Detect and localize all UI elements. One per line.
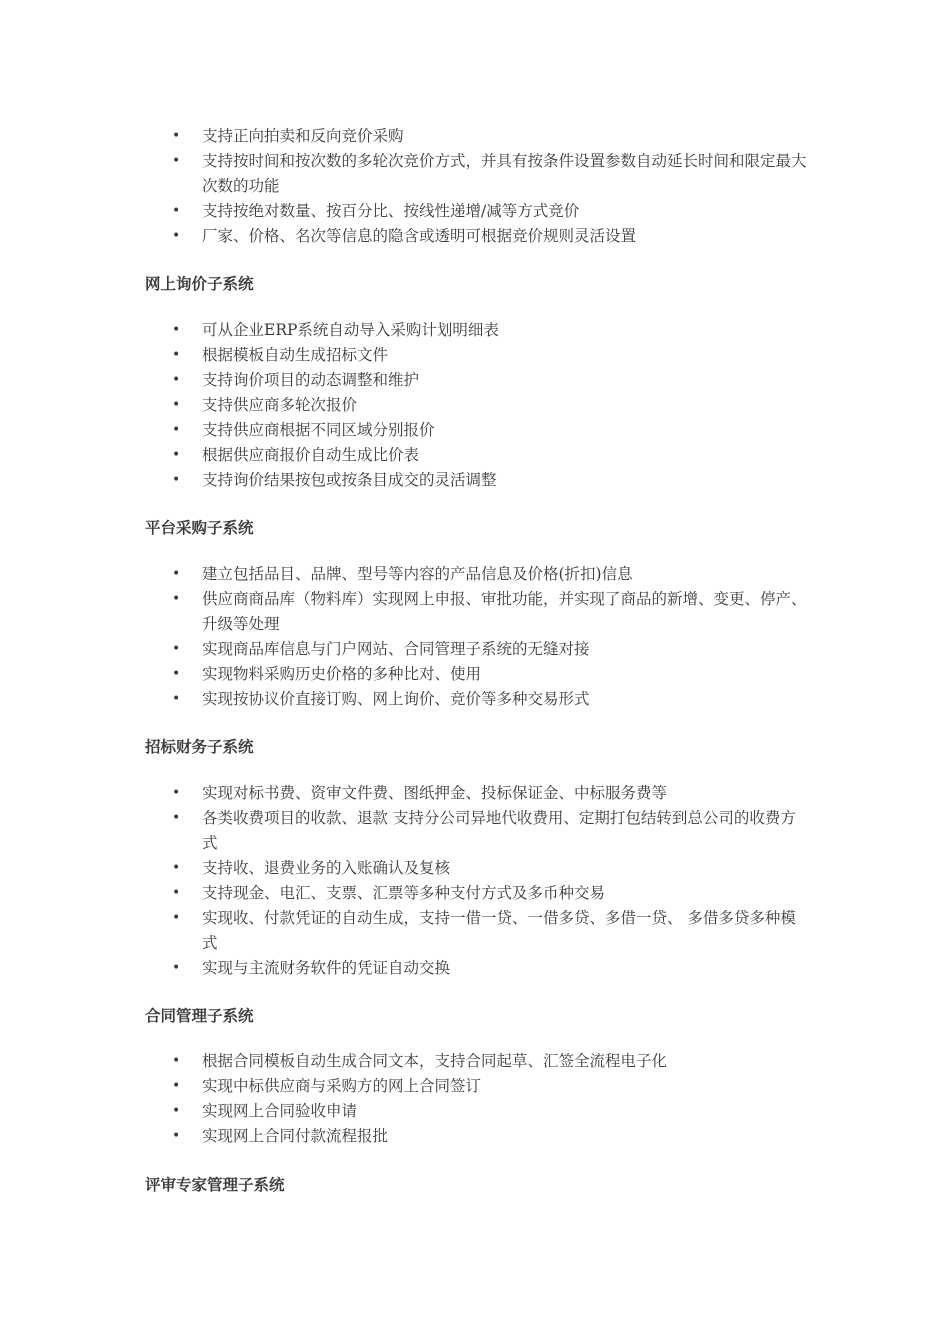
bullet-list: [0, 318, 950, 493]
bullet-icon: •: [172, 228, 181, 244]
bullet-icon: •: [172, 128, 181, 144]
section-heading: 评审专家管理子系统: [145, 1176, 285, 1194]
bullet-icon: •: [172, 810, 181, 826]
list-item: • 各类收费项目的收款、退款 支持分公司异地代收费用、定期打包结转到总公司的收费方式: [0, 806, 807, 856]
bullet-icon: •: [172, 447, 181, 463]
list-item: • 实现对标书费、资审文件费、图纸押金、投标保证金、中标服务费等: [0, 781, 807, 806]
section-heading: 平台采购子系统: [145, 519, 254, 537]
bullet-icon: •: [172, 1103, 181, 1119]
bullet-icon: •: [172, 203, 181, 219]
list-item: • 根据模板自动生成招标文件: [0, 343, 807, 368]
list-item: • 建立包括品目、品牌、型号等内容的产品信息及价格(折扣)信息: [0, 562, 807, 587]
list-item: • 支持供应商根据不同区域分别报价: [0, 418, 807, 443]
bullet-icon: •: [172, 1053, 181, 1069]
bullet-icon: •: [172, 785, 181, 801]
list-item: • 实现按协议价直接订购、网上询价、竞价等多种交易形式: [0, 687, 807, 712]
bullet-icon: •: [172, 960, 181, 976]
bullet-icon: •: [172, 1128, 181, 1144]
bullet-icon: •: [172, 666, 181, 682]
bullet-icon: •: [172, 641, 181, 657]
section-heading: 合同管理子系统: [145, 1007, 254, 1025]
bullet-icon: •: [172, 397, 181, 413]
bullet-icon: •: [172, 860, 181, 876]
bullet-list: [0, 1049, 950, 1149]
bullet-icon: •: [172, 422, 181, 438]
bullet-icon: •: [172, 910, 181, 926]
list-item: • 支持按时间和按次数的多轮次竞价方式，并具有按条件设置参数自动延长时间和限定最大次数的功能: [0, 149, 807, 199]
bullet-icon: •: [172, 372, 181, 388]
list-item: • 实现网上合同付款流程报批: [0, 1124, 807, 1149]
list-item: • 支持正向拍卖和反向竞价采购: [0, 124, 807, 149]
bullet-icon: •: [172, 472, 181, 488]
list-item: • 支持供应商多轮次报价: [0, 393, 807, 418]
list-item: • 可从企业ERP系统自动导入采购计划明细表: [0, 318, 807, 343]
bullet-icon: •: [172, 566, 181, 582]
list-item: • 支持询价项目的动态调整和维护: [0, 368, 807, 393]
bullet-icon: •: [172, 347, 181, 363]
list-item: • 实现网上合同验收申请: [0, 1099, 807, 1124]
list-item: • 实现商品库信息与门户网站、合同管理子系统的无缝对接: [0, 637, 807, 662]
list-item: • 实现物料采购历史价格的多种比对、使用: [0, 662, 807, 687]
list-item: • 根据供应商报价自动生成比价表: [0, 443, 807, 468]
list-item: • 根据合同模板自动生成合同文本，支持合同起草、汇签全流程电子化: [0, 1049, 807, 1074]
bullet-list: [0, 124, 950, 249]
list-item: • 实现中标供应商与采购方的网上合同签订: [0, 1074, 807, 1099]
list-item: • 支持收、退费业务的入账确认及复核: [0, 856, 807, 881]
bullet-icon: •: [172, 591, 181, 607]
bullet-icon: •: [172, 691, 181, 707]
bullet-list: [0, 781, 950, 981]
section-heading: 网上询价子系统: [145, 275, 254, 293]
list-item: • 供应商商品库（物料库）实现网上申报、审批功能，并实现了商品的新增、变更、停产、升级等处理: [0, 587, 807, 637]
bullet-icon: •: [172, 153, 181, 169]
list-item: • 实现与主流财务软件的凭证自动交换: [0, 956, 807, 981]
bullet-list: [0, 562, 950, 712]
section-heading: 招标财务子系统: [145, 738, 254, 756]
list-item: • 厂家、价格、名次等信息的隐含或透明可根据竞价规则灵活设置: [0, 224, 807, 249]
list-item: • 支持询价结果按包或按条目成交的灵活调整: [0, 468, 807, 493]
list-item: • 实现收、付款凭证的自动生成，支持一借一贷、一借多贷、多借一贷、 多借多贷多种模式: [0, 906, 807, 956]
bullet-icon: •: [172, 885, 181, 901]
list-item: • 支持按绝对数量、按百分比、按线性递增/减等方式竞价: [0, 199, 807, 224]
bullet-icon: •: [172, 322, 181, 338]
bullet-icon: •: [172, 1078, 181, 1094]
list-item: • 支持现金、电汇、支票、汇票等多种支付方式及多币种交易: [0, 881, 807, 906]
